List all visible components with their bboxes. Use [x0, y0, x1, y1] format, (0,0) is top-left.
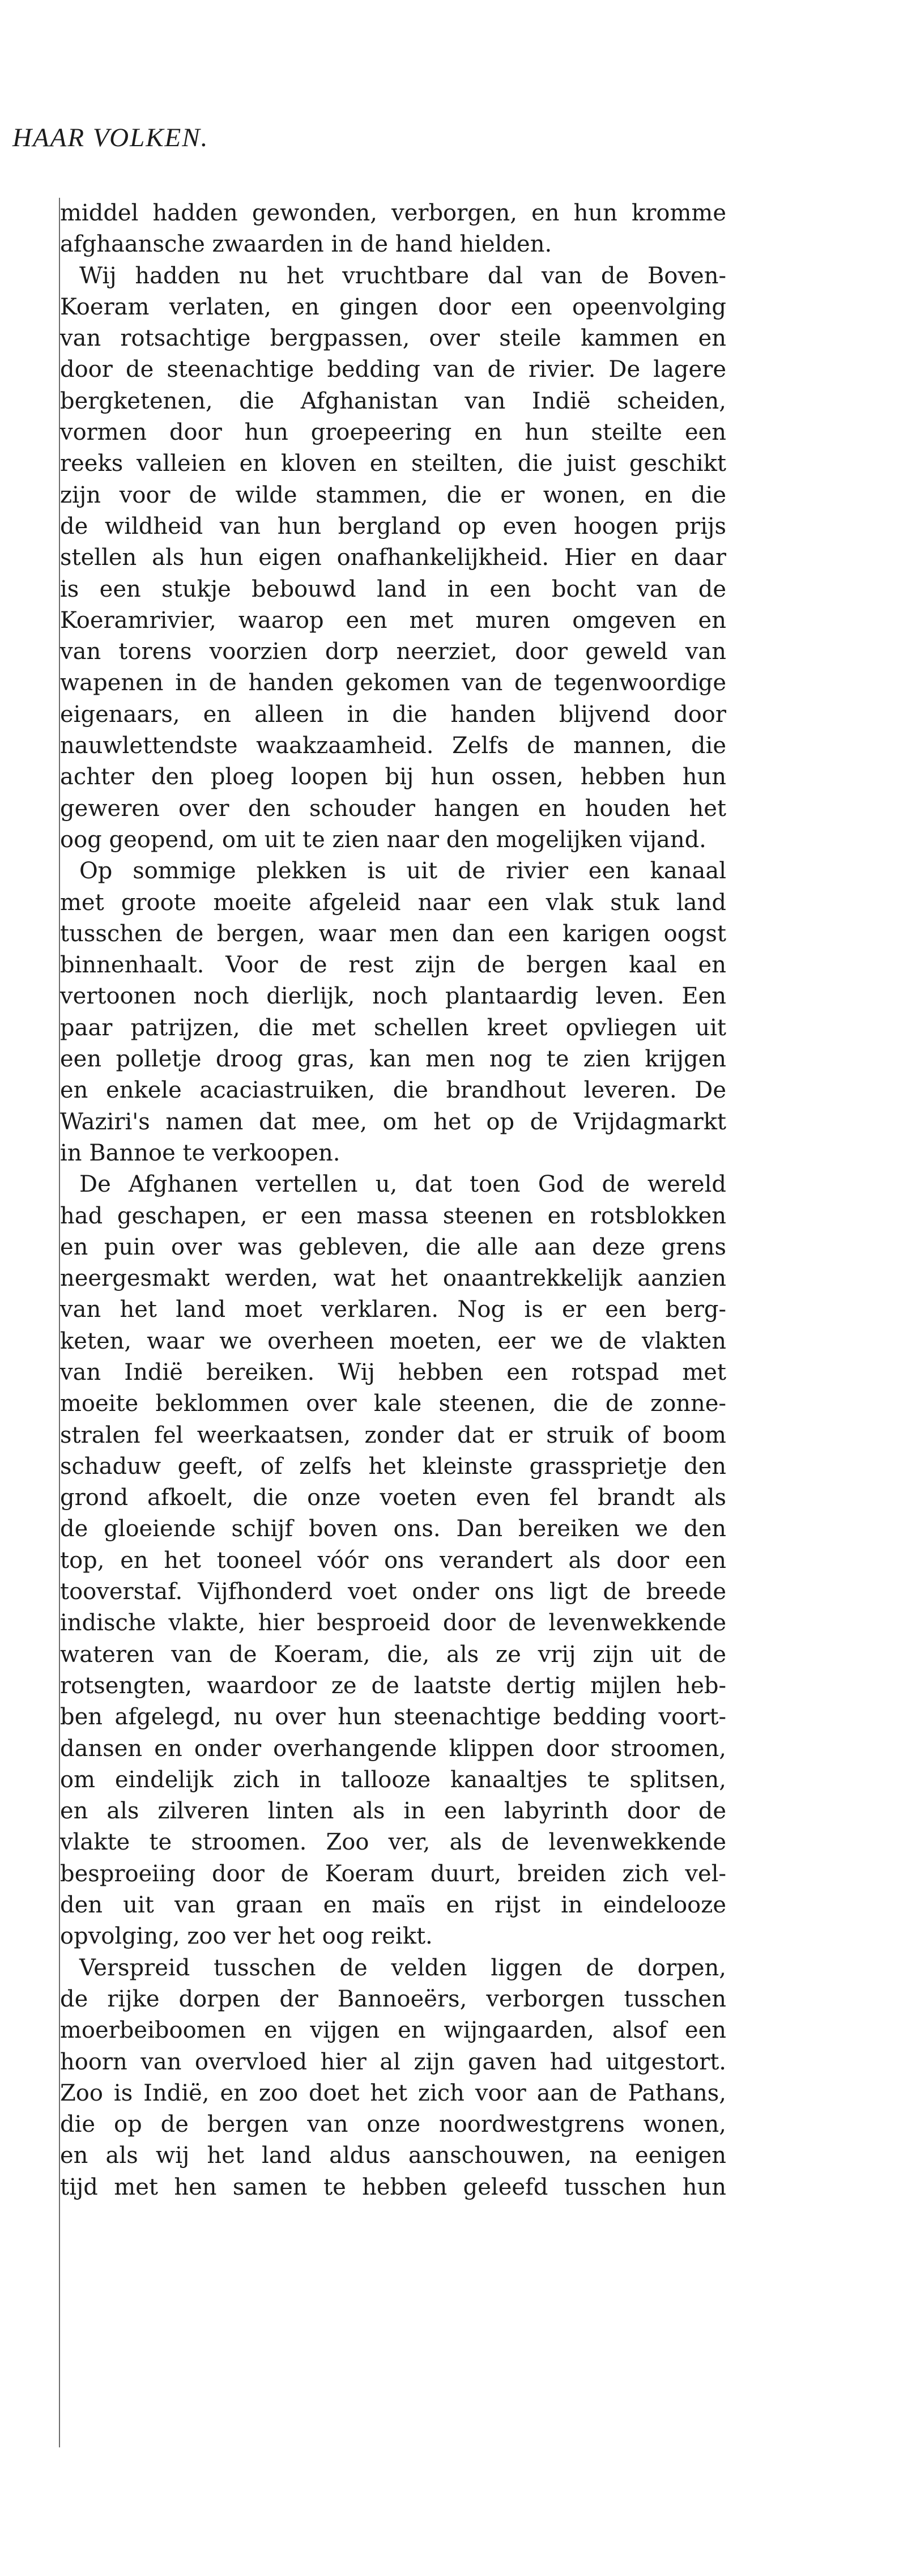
text-line: zijn voor de wilde stammen, die er wonen, en die: [60, 482, 726, 508]
text-line: neergesmakt werden, wat het onaantrekkelijk aanzien: [60, 1265, 726, 1292]
paragraph: [60, 198, 726, 261]
text-line: tijd met hen samen te hebben geleefd tusschen hun: [60, 2174, 726, 2200]
text-line: grond afkoelt, die onze voeten even fel brandt als: [60, 1485, 726, 1511]
text-line: moerbeiboomen en vijgen en wijngaarden, alsof een: [60, 2017, 726, 2044]
running-head: HAAR VOLKEN.: [12, 123, 209, 152]
text-line: de rijke dorpen der Bannoeërs, verborgen tusschen: [60, 1986, 726, 2012]
text-line: die op de bergen van onze noordwestgrens wonen,: [60, 2111, 726, 2138]
text-line: moeite beklommen over kale steenen, die de zonne-: [60, 1391, 726, 1417]
text-line: dansen en onder overhangende klippen door stroomen,: [60, 1735, 726, 1762]
text-line: hoorn van overvloed hier al zijn gaven had uitgestort.: [60, 2048, 726, 2075]
text-line: achter den ploeg loopen bij hun ossen, hebben hun: [60, 764, 726, 790]
text-line: is een stukje bebouwd land in een bocht van de: [60, 576, 726, 602]
paragraph: [60, 1169, 726, 1952]
text-line: wateren van de Koeram, die, als ze vrij zijn uit de: [60, 1641, 726, 1668]
text-line: en puin over was gebleven, die alle aan deze grens: [60, 1234, 726, 1260]
text-line: de gloeiende schijf boven ons. Dan bereiken we den: [60, 1516, 726, 1542]
text-line: reeks valleien en kloven en steilten, die juist geschikt: [60, 450, 726, 477]
paragraph: [60, 1953, 726, 2203]
text-line: Zoo is Indië, en zoo doet het zich voor aan de Pathans,: [60, 2080, 726, 2106]
text-line: schaduw geeft, of zelfs het kleinste grassprietje den: [60, 1453, 726, 1480]
paragraph: [60, 261, 726, 856]
text-line: tusschen de bergen, waar men dan een karigen oogst: [60, 920, 726, 947]
text-line: geweren over den schouder hangen en houden het: [60, 795, 726, 822]
text-line: ben afgelegd, nu over hun steenachtige bedding voort-: [60, 1704, 726, 1731]
text-line: de wildheid van hun bergland op even hoogen prijs: [60, 513, 726, 539]
text-line: besproeiing door de Koeram duurt, breiden zich vel-: [60, 1860, 726, 1887]
text-line: eigenaars, en alleen in die handen blijvend door: [60, 701, 726, 728]
text-line: den uit van graan en maïs en rijst in eindelooze: [60, 1892, 726, 1919]
paragraph: [60, 856, 726, 1169]
text-line: Wij hadden nu het vruchtbare dal van de Boven-: [79, 262, 726, 289]
text-line: bergketenen, die Afghanistan van Indië scheiden,: [60, 388, 726, 414]
text-line: oog geopend, om uit te zien naar den mogelijken vijand.: [60, 826, 706, 853]
text-line: had geschapen, er een massa steenen en rotsblokken: [60, 1202, 726, 1229]
text-line: nauwlettendste waakzaamheid. Zelfs de mannen, die: [60, 733, 726, 759]
text-line: een polletje droog gras, kan men nog te zien krijgen: [60, 1046, 726, 1073]
text-line: en als wij het land aldus aanschouwen, na eenigen: [60, 2143, 726, 2169]
text-line: vormen door hun groepeering en hun steilte een: [60, 419, 726, 446]
text-line: in Bannoe te verkoopen.: [60, 1140, 340, 1166]
text-column: [59, 198, 726, 2447]
body-text: [60, 198, 726, 2203]
text-line: binnenhaalt. Voor de rest zijn de bergen kaal en: [60, 952, 726, 979]
text-line: De Afghanen vertellen u, dat toen God de wereld: [79, 1171, 726, 1198]
text-line: vertoonen noch dierlijk, noch plantaardig leven. Een: [60, 983, 726, 1010]
text-line: van rotsachtige bergpassen, over steile kammen en: [60, 325, 726, 352]
text-line: van het land moet verklaren. Nog is er een berg-: [60, 1296, 726, 1323]
text-line: opvolging, zoo ver het oog reikt.: [60, 1923, 433, 1950]
text-line: stellen als hun eigen onafhankelijkheid. Hier en daar: [60, 545, 726, 571]
text-line: van torens voorzien dorp neerziet, door geweld van: [60, 639, 726, 665]
text-line: wapenen in de handen gekomen van de tegenwoordige: [60, 670, 726, 696]
text-line: met groote moeite afgeleid naar een vlak stuk land: [60, 889, 726, 916]
text-line: door de steenachtige bedding van de rivier. De lagere: [60, 356, 726, 383]
text-line: keten, waar we overheen moeten, eer we de vlakten: [60, 1328, 726, 1354]
text-line: en enkele acaciastruiken, die brandhout leveren. De: [60, 1077, 726, 1104]
text-line: afghaansche zwaarden in de hand hielden.: [60, 231, 552, 258]
text-line: rotsengten, waardoor ze de laatste dertig mijlen heb-: [60, 1672, 726, 1699]
text-line: van Indië bereiken. Wij hebben een rotspad met: [60, 1359, 726, 1385]
text-line: paar patrijzen, die met schellen kreet opvliegen uit: [60, 1014, 726, 1041]
text-line: Op sommige plekken is uit de rivier een kanaal: [79, 858, 726, 885]
text-line: Koeram verlaten, en gingen door een opeenvolging: [60, 294, 726, 320]
text-line: top, en het tooneel vóór ons verandert als door een: [60, 1547, 726, 1574]
text-line: vlakte te stroomen. Zoo ver, als de levenwekkende: [60, 1829, 726, 1856]
text-line: en als zilveren linten als in een labyrinth door de: [60, 1798, 726, 1825]
text-line: indische vlakte, hier besproeid door de levenwekkende: [60, 1610, 726, 1636]
text-line: Waziri's namen dat mee, om het op de Vrijdagmarkt: [60, 1108, 726, 1135]
text-line: stralen fel weerkaatsen, zonder dat er struik of boom: [60, 1422, 726, 1448]
text-line: Koeramrivier, waarop een met muren omgeven en: [60, 607, 726, 634]
text-line: om eindelijk zich in tallooze kanaaltjes te splitsen,: [60, 1766, 726, 1793]
text-line: middel hadden gewonden, verborgen, en hun kromme: [60, 200, 726, 226]
text-line: tooverstaf. Vijfhonderd voet onder ons ligt de breede: [60, 1579, 726, 1605]
text-line: Verspreid tusschen de velden liggen de dorpen,: [79, 1954, 726, 1981]
